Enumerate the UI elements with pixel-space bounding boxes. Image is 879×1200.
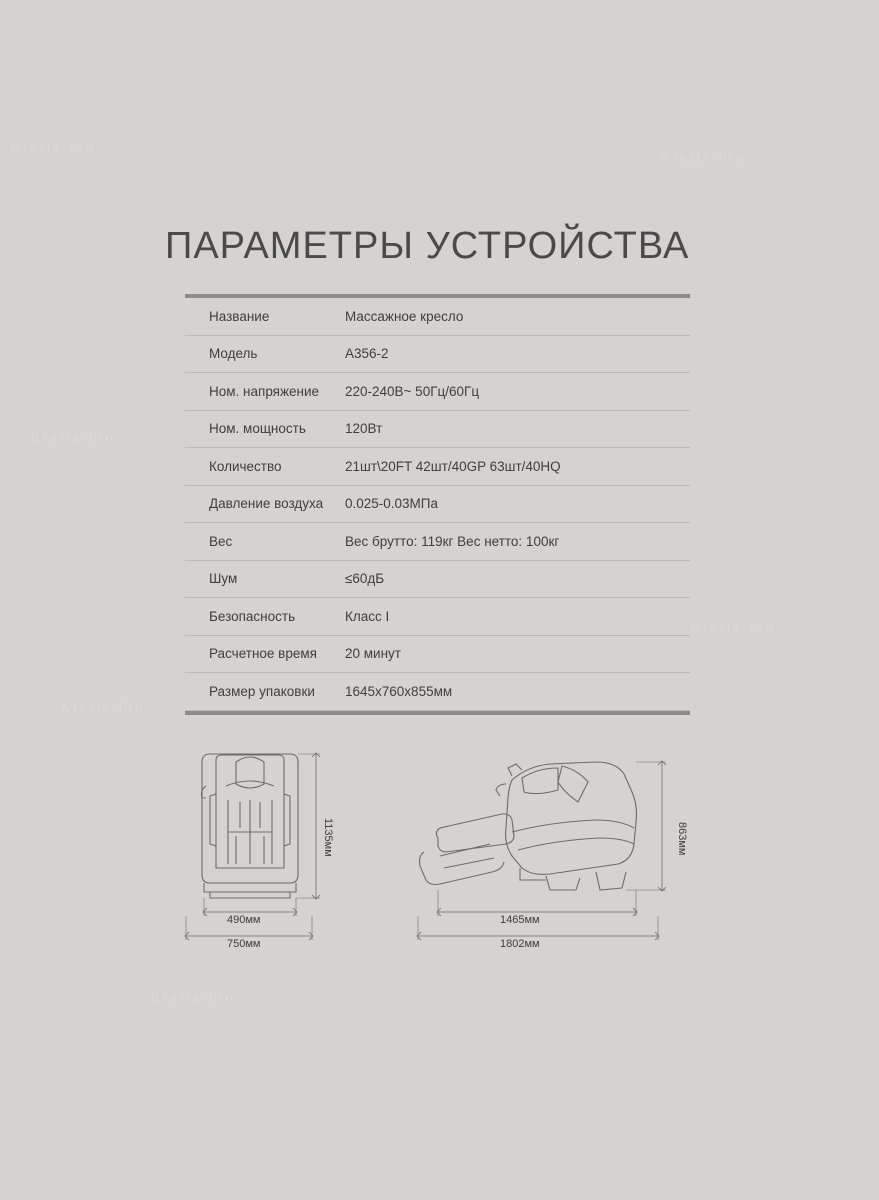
- spec-label: Давление воздуха: [209, 496, 324, 512]
- table-row: [185, 373, 690, 411]
- watermark: Kresla-Pro: [690, 620, 775, 636]
- spec-label: Ном. мощность: [209, 421, 306, 437]
- table-row: [185, 598, 690, 636]
- table-row: [185, 411, 690, 449]
- table-row: [185, 298, 690, 336]
- spec-label: Название: [209, 308, 270, 324]
- front-outer-width-label: 750мм: [227, 938, 261, 950]
- spec-label: Вес: [209, 533, 233, 549]
- spec-label: Ном. напряжение: [209, 383, 320, 399]
- side-height-label: 863мм: [676, 822, 688, 856]
- spec-value: 220-240В~ 50Гц/60Гц: [345, 383, 480, 399]
- table-bottom-rule: [185, 711, 690, 715]
- watermark: Kresla-Pro: [10, 140, 95, 156]
- spec-value: 120Вт: [345, 421, 383, 437]
- spec-label: Количество: [209, 458, 282, 474]
- table-row: [185, 486, 690, 524]
- spec-value: ≤60дБ: [345, 571, 385, 587]
- side-outer-length-label: 1802мм: [500, 938, 540, 950]
- table-row: [185, 561, 690, 599]
- side-view-diagram: [400, 740, 820, 970]
- side-inner-length-label: 1465мм: [500, 914, 540, 926]
- specifications-table: [185, 294, 690, 715]
- spec-value: 21шт\20FT 42шт/40GP 63шт/40HQ: [345, 458, 561, 474]
- table-row: [185, 673, 690, 711]
- watermark: Kresla-Pro: [60, 700, 145, 716]
- watermark: Kresla-Pro: [150, 990, 235, 1006]
- page-title: ПАРАМЕТРЫ УСТРОЙСТВА: [165, 225, 690, 267]
- spec-label: Безопасность: [209, 608, 296, 624]
- spec-label: Модель: [209, 346, 258, 362]
- spec-label: Шум: [209, 571, 238, 587]
- spec-value: 0.025-0.03МПа: [345, 496, 439, 512]
- spec-value: Массажное кресло: [345, 308, 464, 324]
- watermark: Kresla-Pro: [660, 150, 745, 166]
- dimension-diagrams: [0, 740, 879, 970]
- table-row: [185, 448, 690, 486]
- table-row: [185, 523, 690, 561]
- spec-value: 20 минут: [345, 646, 401, 662]
- spec-label: Размер упаковки: [209, 683, 315, 699]
- front-inner-width-label: 490мм: [227, 914, 261, 926]
- spec-label: Расчетное время: [209, 646, 317, 662]
- spec-value: 1645x760x855мм: [345, 683, 453, 699]
- spec-value: Вес брутто: 119кг Вес нетто: 100кг: [345, 533, 560, 549]
- front-height-label: 1135мм: [322, 818, 334, 857]
- watermark: Kresla-Pro: [30, 430, 115, 446]
- table-row: [185, 636, 690, 674]
- spec-value: A356-2: [345, 346, 389, 362]
- spec-value: Класс I: [345, 608, 390, 624]
- table-row: [185, 336, 690, 374]
